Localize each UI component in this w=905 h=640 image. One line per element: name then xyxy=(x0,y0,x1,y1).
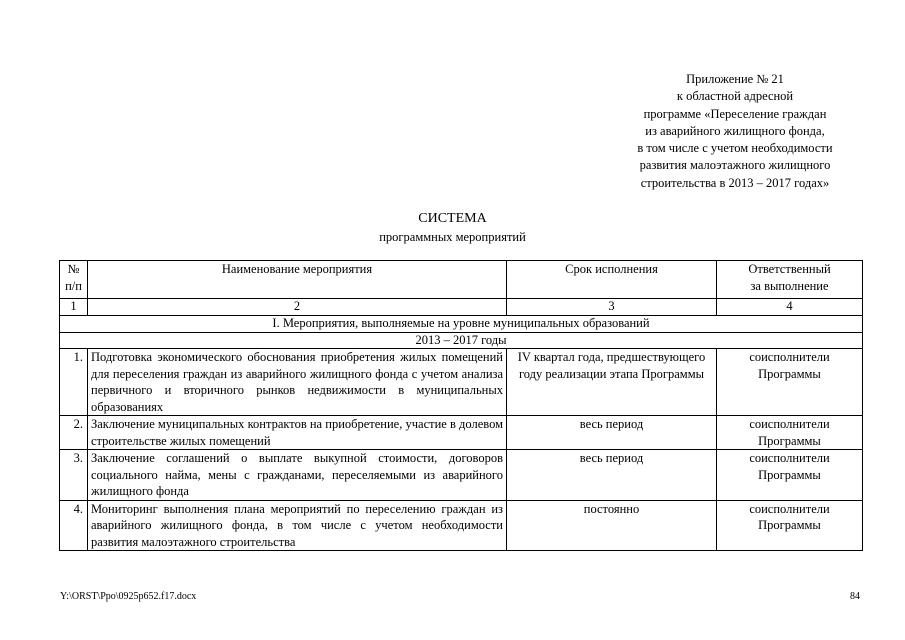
header-responsible-line: за выполнение xyxy=(750,278,829,293)
appendix-line: развития малоэтажного жилищного xyxy=(639,158,831,173)
footer-file-path: Y:\ORST\Ppo\0925p652.f17.docx xyxy=(60,591,197,602)
appendix-line: к областной адресной xyxy=(676,89,794,104)
table-row xyxy=(60,349,863,416)
footer-page-number: 84 xyxy=(850,591,860,602)
section-row xyxy=(60,316,863,333)
row-responsible: соисполнители Программы xyxy=(717,416,863,450)
row-name: Заключение муниципальных контрактов на приобретение, участие в долевом строительстве жилых помещений xyxy=(88,416,507,450)
period-row xyxy=(60,332,863,349)
appendix-line: Приложение № 21 xyxy=(686,72,784,86)
row-responsible: соисполнители Программы xyxy=(717,349,863,416)
row-name: Подготовка экономического обоснования приобретения жилых помещений для переселения граждан из аварийного жилищного фонда с учетом анализа первичного и вторичного рынков недвижимости в муниципальных образованиях xyxy=(88,349,507,416)
appendix-line: строительства в 2013 – 2017 годах» xyxy=(640,175,830,190)
column-number: 2 xyxy=(88,299,507,316)
table-row xyxy=(60,416,863,450)
row-name: Заключение соглашений о выплате выкупной стоимости, договоров социального найма, мены с гражданами, переселяемыми из аварийного жилищного фонда xyxy=(88,450,507,501)
header-responsible-line: Ответственный xyxy=(748,262,831,276)
row-responsible: соисполнители Программы xyxy=(717,450,863,501)
row-term: весь период xyxy=(507,416,717,450)
measures-table xyxy=(59,260,863,551)
row-number: 1. xyxy=(60,349,88,416)
column-number: 3 xyxy=(507,299,717,316)
document-title: СИСТЕМА xyxy=(418,211,487,226)
header-term: Срок исполнения xyxy=(507,261,717,299)
row-term: весь период xyxy=(507,450,717,501)
column-number: 1 xyxy=(60,299,88,316)
appendix-line: из аварийного жилищного фонда, xyxy=(645,123,825,138)
row-number: 3. xyxy=(60,450,88,501)
table-row xyxy=(60,500,863,551)
row-term: постоянно xyxy=(507,500,717,551)
row-term: IV квартал года, предшествующего году реализации этапа Программы xyxy=(507,349,717,416)
column-number-row xyxy=(60,299,863,316)
header-responsible xyxy=(717,261,863,299)
row-name: Мониторинг выполнения плана мероприятий по переселению граждан из аварийного жилищного фонда, в том числе с учетом необходимости развития малоэтажного строительства xyxy=(88,500,507,551)
document-subtitle: программных мероприятий xyxy=(379,230,526,244)
period-label: 2013 – 2017 годы xyxy=(60,332,863,349)
column-number: 4 xyxy=(717,299,863,316)
appendix-block xyxy=(592,71,878,192)
row-number: 4. xyxy=(60,500,88,551)
header-name: Наименование мероприятия xyxy=(88,261,507,299)
section-title: I. Мероприятия, выполняемые на уровне муниципальных образований xyxy=(60,316,863,333)
table-header-row xyxy=(60,261,863,299)
appendix-line: программе «Переселение граждан xyxy=(643,106,827,121)
row-responsible: соисполнители Программы xyxy=(717,500,863,551)
appendix-line: в том числе с учетом необходимости xyxy=(637,141,833,156)
header-num: № п/п xyxy=(60,261,88,299)
table-row xyxy=(60,450,863,501)
row-number: 2. xyxy=(60,416,88,450)
